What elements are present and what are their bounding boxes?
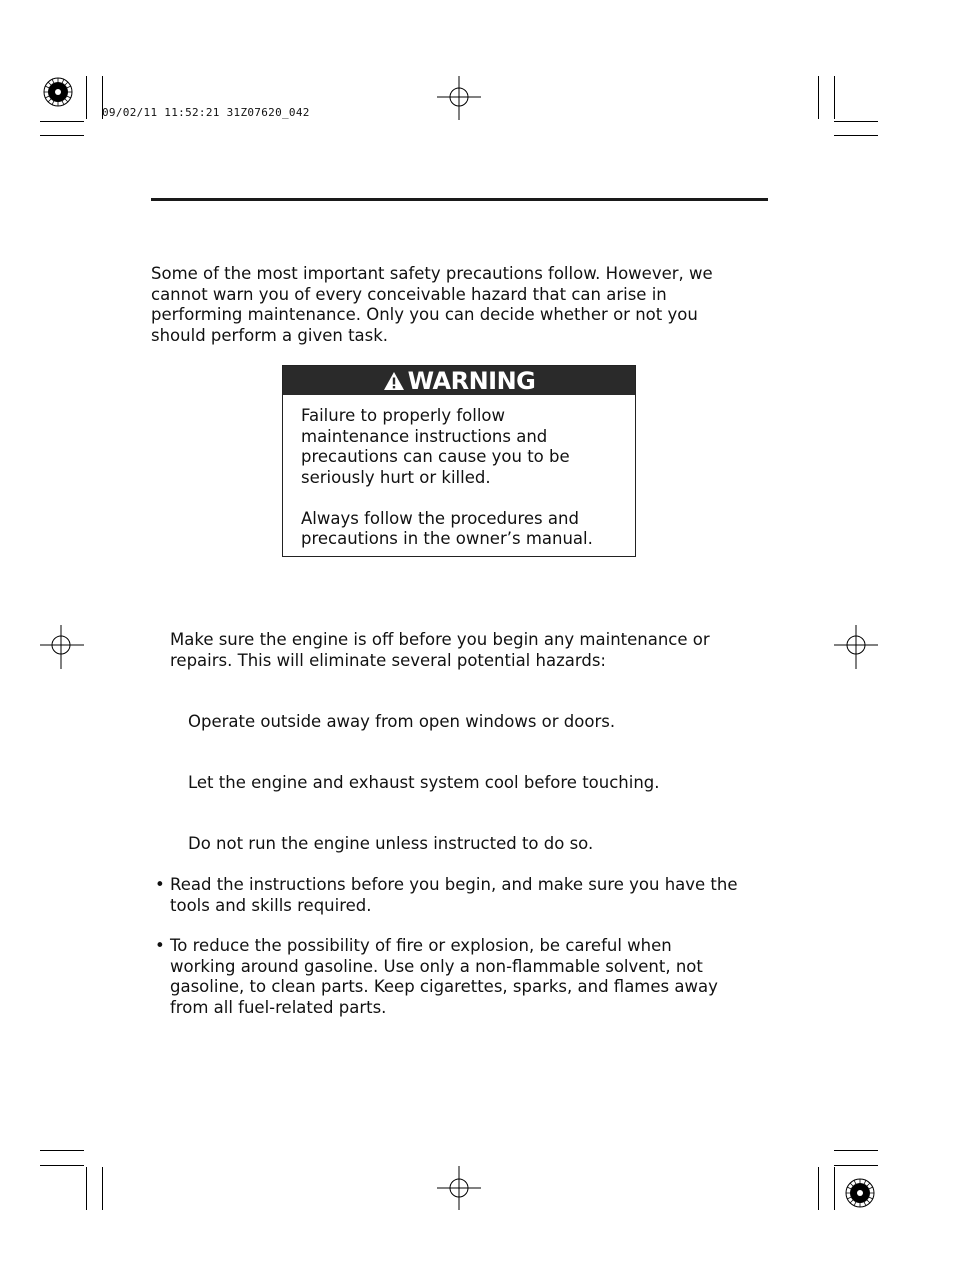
warning-box <box>282 365 636 557</box>
crosshair-icon <box>437 1166 481 1210</box>
text-line: maintenance instructions and <box>301 426 548 446</box>
warning-triangle-icon <box>383 371 405 391</box>
header-rule <box>151 198 768 201</box>
text-line: Some of the most important safety precautions follow. However, we <box>151 264 713 283</box>
hazard-item: Operate outside away from open windows or doors. <box>188 712 616 731</box>
engine-off-paragraph <box>170 630 770 671</box>
text-line: precautions in the owner’s manual. <box>301 529 593 548</box>
crosshair-icon <box>437 76 481 120</box>
text-line: To reduce the possibility of fire or explosion, be careful when <box>170 936 672 955</box>
text-line: gasoline, to clean parts. Keep cigarettes, sparks, and flames away <box>170 977 718 996</box>
crosshair-icon <box>40 625 84 669</box>
text-line: tools and skills required. <box>170 895 372 915</box>
text-line: seriously hurt or killed. <box>301 467 491 487</box>
bullet-symbol: • <box>155 875 165 894</box>
warning-title: WARNING <box>407 366 536 395</box>
text-line: repairs. This will eliminate several potential hazards: <box>170 650 606 670</box>
text-line: working around gasoline. Use only a non-flammable solvent, not <box>170 956 703 976</box>
crosshair-icon <box>834 625 878 669</box>
warning-paragraph <box>301 509 617 550</box>
warning-paragraph <box>301 406 617 488</box>
text-line: Read the instructions before you begin, and make sure you have the <box>170 875 738 894</box>
starburst-icon <box>842 1176 878 1210</box>
text-line: Failure to properly follow <box>301 406 505 425</box>
intro-paragraph <box>151 264 771 346</box>
text-line: should perform a given task. <box>151 325 389 345</box>
starburst-icon <box>40 76 76 110</box>
warning-body <box>283 395 635 550</box>
hazard-item: Do not run the engine unless instructed to do so. <box>188 834 594 853</box>
text-line: from all fuel-related parts. <box>170 997 387 1017</box>
text-line: precautions can cause you to be <box>301 447 570 466</box>
text-line: Make sure the engine is off before you begin any maintenance or <box>170 630 710 649</box>
bullet-symbol: • <box>155 936 165 955</box>
text-line: performing maintenance. Only you can decide whether or not you <box>151 305 698 324</box>
text-line: cannot warn you of every conceivable hazard that can arise in <box>151 284 667 304</box>
warning-header <box>283 366 635 395</box>
print-stamp: 09/02/11 11:52:21 31Z07620_042 <box>102 106 310 119</box>
hazard-item: Let the engine and exhaust system cool before touching. <box>188 773 660 792</box>
text-line: Always follow the procedures and <box>301 508 579 528</box>
